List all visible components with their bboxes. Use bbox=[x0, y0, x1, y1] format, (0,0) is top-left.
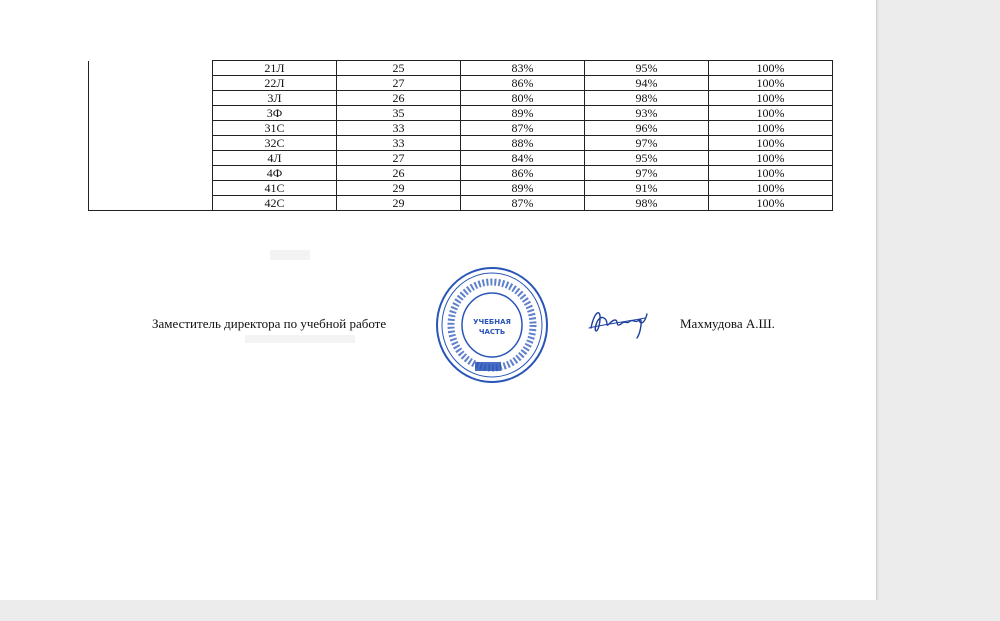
table-cell-group: 32С bbox=[213, 136, 337, 151]
table-cell-count: 26 bbox=[337, 166, 461, 181]
table-cell-count: 33 bbox=[337, 121, 461, 136]
table-cell-p1: 86% bbox=[461, 166, 585, 181]
table-cell-p2: 95% bbox=[585, 151, 709, 166]
table-cell-p3: 100% bbox=[709, 61, 833, 76]
table-cell-p1: 84% bbox=[461, 151, 585, 166]
table-cell-p3: 100% bbox=[709, 136, 833, 151]
viewer-background bbox=[0, 600, 1000, 621]
table-cell-group: 41С bbox=[213, 181, 337, 196]
table-cell-p3: 100% bbox=[709, 196, 833, 211]
table-cell-count: 26 bbox=[337, 91, 461, 106]
table-cell-p1: 86% bbox=[461, 76, 585, 91]
table-cell-count: 25 bbox=[337, 61, 461, 76]
table-cell-count: 29 bbox=[337, 196, 461, 211]
table-cell-p3: 100% bbox=[709, 166, 833, 181]
table-row bbox=[89, 61, 833, 76]
table-cell-p1: 87% bbox=[461, 196, 585, 211]
stamp-text-1: УЧЕБНАЯ bbox=[473, 318, 511, 326]
table-cell-p3: 100% bbox=[709, 91, 833, 106]
table-cell-p1: 89% bbox=[461, 106, 585, 121]
table-cell-p1: 89% bbox=[461, 181, 585, 196]
table-cell-group: 4Ф bbox=[213, 166, 337, 181]
merged-category-cell bbox=[89, 61, 213, 211]
table-cell-p3: 100% bbox=[709, 76, 833, 91]
table-cell-group: 21Л bbox=[213, 61, 337, 76]
table-cell-p2: 97% bbox=[585, 136, 709, 151]
table-cell-count: 27 bbox=[337, 151, 461, 166]
signatory-position: Заместитель директора по учебной работе bbox=[152, 316, 387, 331]
table-cell-count: 29 bbox=[337, 181, 461, 196]
table-cell-p3: 100% bbox=[709, 121, 833, 136]
table-cell-p2: 95% bbox=[585, 61, 709, 76]
results-table bbox=[88, 60, 833, 211]
table-cell-p2: 98% bbox=[585, 91, 709, 106]
scan-artifact bbox=[270, 250, 310, 260]
official-stamp bbox=[435, 266, 550, 386]
stamp-text-2: ЧАСТЬ bbox=[478, 328, 506, 336]
table-cell-count: 33 bbox=[337, 136, 461, 151]
table-cell-p2: 94% bbox=[585, 76, 709, 91]
table-cell-group: 3Л bbox=[213, 91, 337, 106]
table-cell-group: 31С bbox=[213, 121, 337, 136]
handwritten-signature bbox=[585, 302, 655, 342]
table-cell-p3: 100% bbox=[709, 151, 833, 166]
table-cell-group: 4Л bbox=[213, 151, 337, 166]
table-cell-group: 22Л bbox=[213, 76, 337, 91]
table-cell-p2: 91% bbox=[585, 181, 709, 196]
table-cell-p3: 100% bbox=[709, 181, 833, 196]
scan-artifact bbox=[245, 335, 355, 343]
table-cell-p2: 96% bbox=[585, 121, 709, 136]
table-cell-p1: 83% bbox=[461, 61, 585, 76]
table-cell-p2: 93% bbox=[585, 106, 709, 121]
table-cell-count: 35 bbox=[337, 106, 461, 121]
table-cell-p3: 100% bbox=[709, 106, 833, 121]
table-cell-p1: 87% bbox=[461, 121, 585, 136]
table-cell-count: 27 bbox=[337, 76, 461, 91]
table-cell-p1: 88% bbox=[461, 136, 585, 151]
table-cell-p2: 98% bbox=[585, 196, 709, 211]
table-cell-p2: 97% bbox=[585, 166, 709, 181]
table-cell-group: 42С bbox=[213, 196, 337, 211]
table-cell-p1: 80% bbox=[461, 91, 585, 106]
table-cell-group: 3Ф bbox=[213, 106, 337, 121]
results-table-body bbox=[89, 61, 833, 211]
signatory-name: Махмудова А.Ш. bbox=[680, 316, 775, 331]
